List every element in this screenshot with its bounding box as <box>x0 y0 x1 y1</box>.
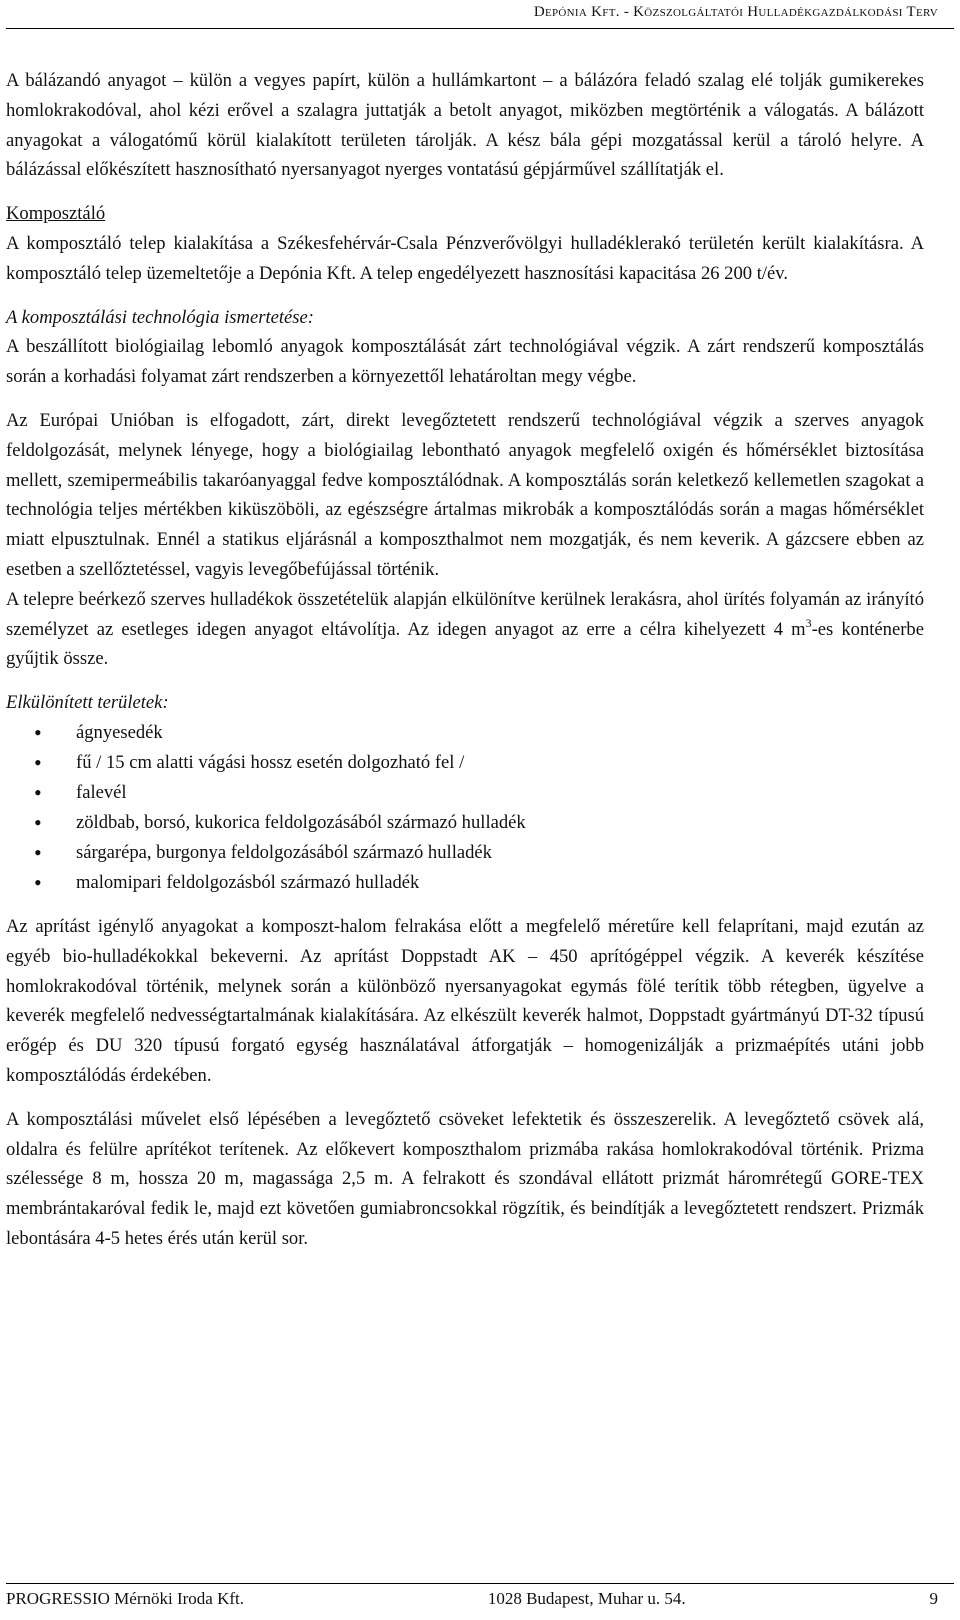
footer-divider <box>6 1583 954 1584</box>
paragraph-komposztalasi-muvelet: A komposztálási művelet első lépésében a levegőztető csöveket lefektetik és összeszerelik. A levegőztető csövek alá, oldalra és felülre aprítékot terítenek. Az előkevert komposzthalom prizmába rakása homlokrakodóval történik. Prizma szélessége 8 m, hossza 20 m, magassága 2,5 m. A felrakott és szondával ellátott prizmát háromrétegű GORE-TEX membrántakaróval fedik le, majd ezt követően gumiabroncsokkal rögzítik, és beindítják a levegőztetett rendszert. Prizmák lebontására 4-5 hetes érés után kerül sor. <box>6 1108 924 1249</box>
list-item: • malomipari feldolgozásból származó hulladék <box>6 868 924 898</box>
bullet-list <box>6 718 924 898</box>
paragraph-eu-technologia: Az Európai Unióban is elfogadott, zárt, direkt levegőztetett rendszerű technológiával végzik a szerves anyagok feldolgozását, melynek lényege, hogy a biológiailag lebontható anyagok megfelelő oxigén és hőmérséklet biztosítása mellett, szemipermeábilis takaróanyaggal fedve komposztálódnak. A komposztálás során keletkező kellemetlen szagokat a technológia teljes mértékben kiküszöböli, az egészségre ártalmas mikrobák a komposztálódás során a magas hőmérséklet miatt elpusztulnak. Ennél a statikus eljárásnál a komposzthalmot nem mozgatják, és nem keverik. A gázcsere ebben az esetben a szellőztetéssel, vagyis levegőbefújással történik. <box>6 409 924 580</box>
heading-elkulonitett: Elkülönített területek: <box>6 692 169 714</box>
paragraph-balazas: A bálázandó anyagot – külön a vegyes papírt, külön a hullámkartont – a bálázóra feladó szalag elé tolják gumikerekes homlokrakodóval, ahol kézi erővel a szalagra juttatják a betolt anyagot, miközben megtörténik a válogatás. A bálázott anyagokat a válogatómű körül kialakított területen tárolják. A kész bála gépi mozgatással kerül a tároló helyre. A bálázással előkészített hasznosítható nyersanyagot nyerges vontatású gépjárművel szállítatják el. <box>6 70 924 181</box>
header-title: Depónia Kft. - Közszolgáltatói Hulladékgazdálkodási Terv <box>533 4 938 20</box>
header-divider <box>6 28 954 29</box>
footer-company: PROGRESSIO Mérnöki Iroda Kft. <box>6 1589 244 1608</box>
list-item: • zöldbab, borsó, kukorica feldolgozásából származó hulladék <box>6 808 924 838</box>
paragraph-beerkezo-hulladek <box>6 585 924 674</box>
page-footer <box>6 1589 938 1609</box>
page-header <box>0 4 938 21</box>
paragraph-komposztalo-telep: A komposztáló telep kialakítása a Székesfehérvár-Csala Pénzverővölgyi hulladéklerakó területén került kialakításra. A komposztáló telep üzemeltetője a Depónia Kft. A telep engedélyezett hasznosítási kapacitása 26 200 t/év. <box>6 232 924 284</box>
list-item: • falevél <box>6 778 924 808</box>
superscript-cubic: 3 <box>805 615 812 630</box>
heading-komposztalo: Komposztáló <box>6 203 106 225</box>
list-item: • ágnyesedék <box>6 718 924 748</box>
footer-page-number: 9 <box>929 1589 938 1608</box>
list-item: • sárgarépa, burgonya feldolgozásából származó hulladék <box>6 838 924 868</box>
paragraph-zart-technologia: A beszállított biológiailag lebomló anyagok komposztálását zárt technológiával végzik. A zárt rendszerű komposztálás során a korhadási folyamat zárt rendszerben a környezettől lehatároltan megy végbe. <box>6 336 924 388</box>
paragraph-aprites: Az aprítást igénylő anyagokat a komposzt-halom felrakása előtt a megfelelő méretűre kell felaprítani, majd ezután az egyéb bio-hulladékokkal bekeverni. Az aprítást Doppstadt AK – 450 aprítógéppel végzik. A keverék készítése homlokrakodóval történik, melynek során a különböző nyersanyagokat egymás fölé terítik több rétegben, ügyelve a keverék megfelelő nedvességtartalmának kialakítására. Az elkészült keverék halmot, Doppstadt gyártmányú DT-32 típusú erőgép és DU 320 típusú forgató egység használatával átforgatják – homogenizálják a prizmaépítés utáni jobb komposztálódás érdekében. <box>6 915 924 1086</box>
paragraph-beerkezo-text: A telepre beérkező szerves hulladékok összetételük alapján elkülönítve kerülnek lerakásra, ahol ürítés folyamán az irányító személyzet az esetleges idegen anyagot eltávolítja. Az idegen anyagot az erre a célra kihelyezett 4 m <box>6 588 924 640</box>
footer-address: 1028 Budapest, Muhar u. 54. <box>487 1589 686 1608</box>
paragraph-beerkezo-text-end: -es konténerbe gyűjtik össze. <box>6 618 924 670</box>
document-body <box>6 66 924 1254</box>
list-item: • fű / 15 cm alatti vágási hossz esetén dolgozható fel / <box>6 748 924 778</box>
heading-technologia: A komposztálási technológia ismertetése: <box>6 306 314 328</box>
